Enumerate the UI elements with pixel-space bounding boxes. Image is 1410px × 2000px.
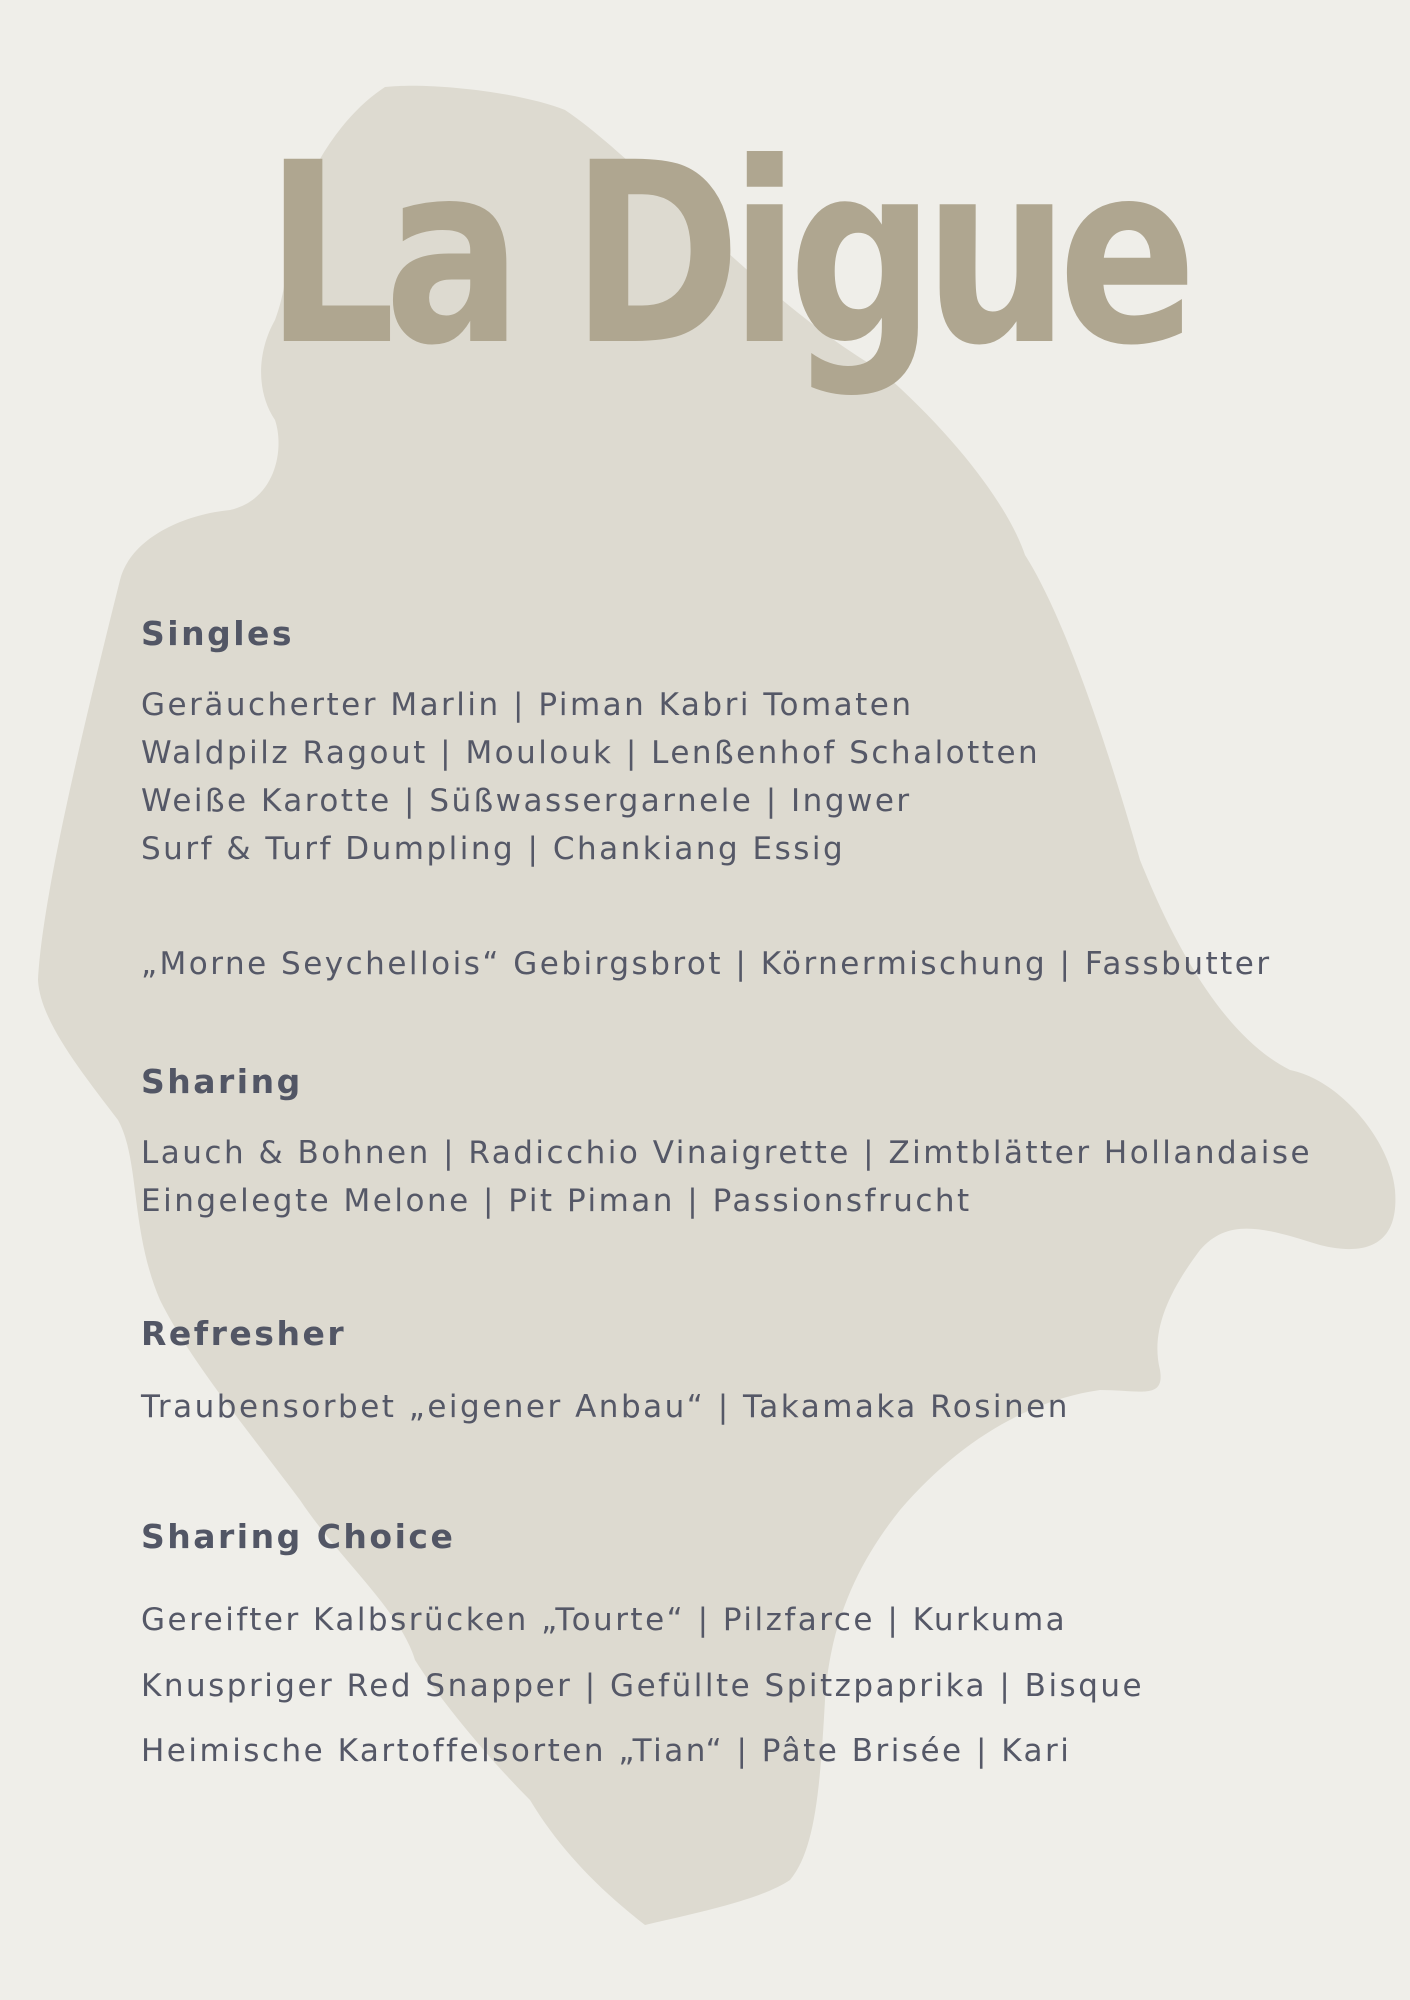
menu-item: Waldpilz Ragout | Moulouk | Lenßenhof Schalotten xyxy=(141,735,1041,771)
menu-item: Geräucherter Marlin | Piman Kabri Tomaten xyxy=(141,687,914,723)
menu-item: Weiße Karotte | Süßwassergarnele | Ingwer xyxy=(141,783,912,819)
section-heading-refresher: Refresher xyxy=(141,1314,347,1353)
section-heading-sharing: Sharing xyxy=(141,1062,303,1101)
section-heading-sharing-choice: Sharing Choice xyxy=(141,1517,456,1556)
menu-item: Surf & Turf Dumpling | Chankiang Essig xyxy=(141,831,846,867)
section-heading-singles: Singles xyxy=(141,614,295,653)
menu-item: Traubensorbet „eigener Anbau“ | Takamaka Rosinen xyxy=(141,1389,1070,1425)
menu-item-bread: „Morne Seychellois“ Gebirgsbrot | Körnermischung | Fassbutter xyxy=(141,946,1272,982)
menu-item: Eingelegte Melone | Pit Piman | Passionsfrucht xyxy=(141,1183,972,1219)
menu-item: Knuspriger Red Snapper | Gefüllte Spitzpaprika | Bisque xyxy=(141,1668,1145,1704)
menu-item: Gereifter Kalbsrücken „Tourte“ | Pilzfarce | Kurkuma xyxy=(141,1602,1068,1638)
menu-item: Heimische Kartoffelsorten „Tian“ | Pâte Brisée | Kari xyxy=(141,1733,1072,1769)
menu-item: Lauch & Bohnen | Radicchio Vinaigrette | Zimtblätter Hollandaise xyxy=(141,1135,1313,1171)
restaurant-title: La Digue xyxy=(265,109,1186,400)
